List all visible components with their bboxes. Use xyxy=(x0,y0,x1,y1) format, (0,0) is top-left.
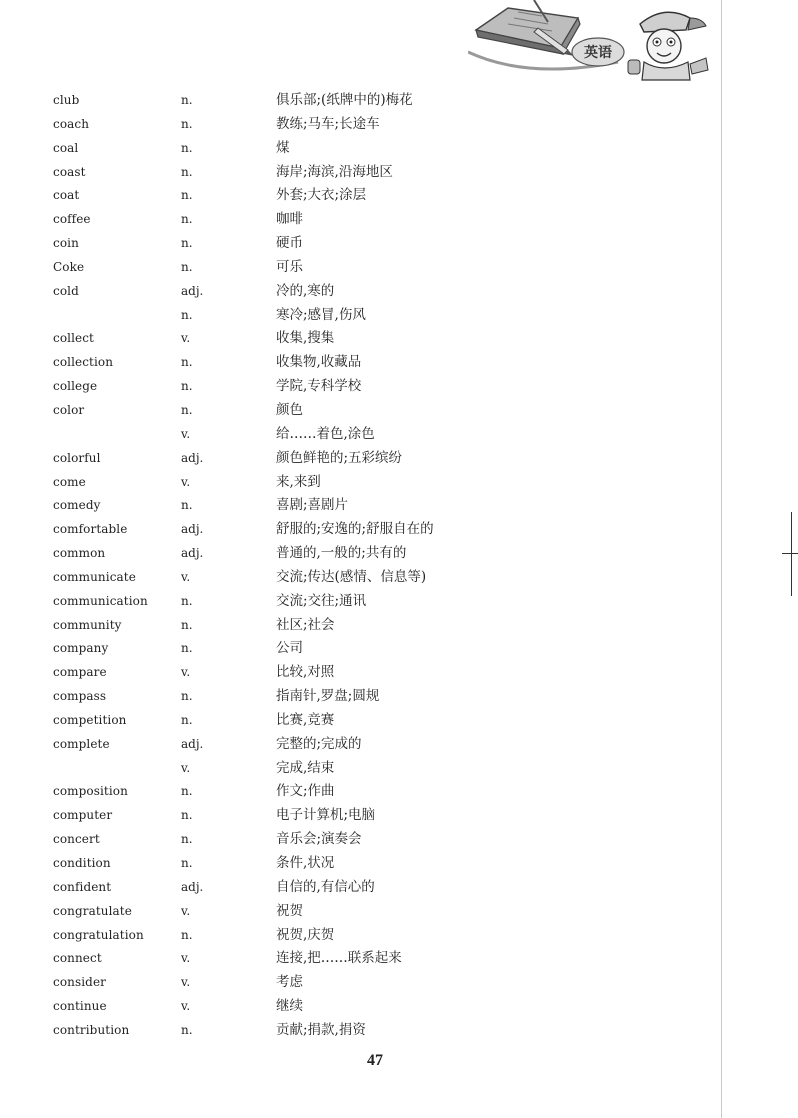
entry-word: collection xyxy=(53,355,114,370)
list-item xyxy=(53,137,713,161)
entry-meaning: 学院,专科学校 xyxy=(276,378,362,395)
entry-word: complete xyxy=(53,736,110,751)
entry-word: congratulate xyxy=(53,903,132,918)
list-item xyxy=(53,995,713,1019)
entry-pos: n. xyxy=(181,355,193,370)
entry-meaning: 咖啡 xyxy=(276,211,303,228)
entry-pos: v. xyxy=(181,665,191,680)
entry-meaning: 社区;社会 xyxy=(276,616,335,633)
page-number: 47 xyxy=(367,1052,383,1069)
entry-word: come xyxy=(53,474,86,489)
subject-badge xyxy=(572,38,624,66)
entry-pos: v. xyxy=(181,569,191,584)
list-item xyxy=(53,804,713,828)
entry-word: coffee xyxy=(53,212,91,227)
entry-meaning: 电子计算机;电脑 xyxy=(276,807,376,824)
list-item xyxy=(53,447,713,471)
entry-meaning: 海岸;海滨,沿海地区 xyxy=(276,163,393,180)
entry-meaning: 颜色鲜艳的;五彩缤纷 xyxy=(276,449,403,466)
entry-word: condition xyxy=(53,856,111,870)
entry-meaning: 比较,对照 xyxy=(276,664,335,681)
entry-pos: n. xyxy=(181,164,193,179)
margin-rule xyxy=(721,0,722,1118)
entry-pos: n. xyxy=(181,140,193,155)
list-item xyxy=(53,304,713,328)
entry-word: coach xyxy=(53,116,90,131)
list-item xyxy=(53,542,713,566)
vocabulary-list xyxy=(53,89,713,1043)
list-item xyxy=(53,423,713,447)
entry-meaning: 贡献;捐款,捐资 xyxy=(276,1021,366,1038)
list-item xyxy=(53,947,713,971)
entry-meaning: 俱乐部;(纸牌中的)梅花 xyxy=(276,92,413,108)
entry-pos: v. xyxy=(181,760,191,775)
list-item xyxy=(53,733,713,757)
entry-pos: n. xyxy=(181,927,193,942)
entry-pos: v. xyxy=(181,999,191,1014)
entry-pos: n. xyxy=(181,259,193,274)
entry-pos: v. xyxy=(181,903,191,918)
entry-word: cold xyxy=(53,283,79,298)
header-illustration xyxy=(468,0,713,82)
entry-word: coin xyxy=(53,236,79,251)
list-item xyxy=(53,900,713,924)
list-item xyxy=(53,924,713,948)
entry-pos: n. xyxy=(181,856,193,870)
entry-meaning: 完成,结束 xyxy=(276,759,335,776)
list-item xyxy=(53,685,713,709)
entry-pos: n. xyxy=(181,188,193,203)
cartoon-student-icon xyxy=(628,12,708,80)
list-item xyxy=(53,876,713,900)
entry-meaning: 喜剧;喜剧片 xyxy=(276,497,349,514)
entry-word: community xyxy=(53,617,122,632)
list-item xyxy=(53,494,713,518)
entry-word: coal xyxy=(53,140,79,155)
entry-meaning: 音乐会;演奏会 xyxy=(276,831,362,848)
entry-pos: n. xyxy=(181,593,193,608)
entry-pos: n. xyxy=(181,379,193,394)
entry-pos: adj. xyxy=(181,546,204,561)
entry-word: college xyxy=(53,379,98,394)
list-item xyxy=(53,351,713,375)
entry-pos: v. xyxy=(181,951,191,966)
entry-pos: n. xyxy=(181,784,193,799)
entry-word: composition xyxy=(53,784,128,799)
entry-word: colorful xyxy=(53,450,101,465)
entry-word: contribution xyxy=(53,1022,130,1037)
list-item xyxy=(53,590,713,614)
list-item xyxy=(53,661,713,685)
entry-word: comfortable xyxy=(53,522,128,537)
entry-pos: n. xyxy=(181,116,193,131)
list-item xyxy=(53,280,713,304)
entry-pos: n. xyxy=(181,689,193,704)
list-item xyxy=(53,780,713,804)
entry-word: congratulation xyxy=(53,927,144,942)
list-item xyxy=(53,399,713,423)
entry-pos: n. xyxy=(181,641,193,656)
entry-meaning: 交流;交往;通讯 xyxy=(276,592,367,609)
entry-word: Coke xyxy=(53,259,85,274)
list-item xyxy=(53,566,713,590)
list-item xyxy=(53,757,713,781)
entry-meaning: 公司 xyxy=(276,640,303,657)
entry-pos: n. xyxy=(181,712,193,727)
list-item xyxy=(53,828,713,852)
entry-meaning: 连接,把……联系起来 xyxy=(276,950,402,967)
entry-meaning: 考虑 xyxy=(276,974,303,991)
entry-pos: n. xyxy=(181,808,193,823)
entry-pos: n. xyxy=(181,307,193,322)
entry-pos: adj. xyxy=(181,522,204,537)
entry-meaning: 颜色 xyxy=(276,401,303,418)
entry-pos: n. xyxy=(181,617,193,632)
entry-word: coast xyxy=(53,164,86,179)
entry-meaning: 冷的,寒的 xyxy=(276,282,335,299)
entry-word: club xyxy=(53,93,80,107)
list-item xyxy=(53,184,713,208)
entry-meaning: 祝贺,庆贺 xyxy=(276,926,335,943)
list-item xyxy=(53,637,713,661)
entry-pos: n. xyxy=(181,832,193,847)
entry-word: collect xyxy=(53,331,94,346)
entry-pos: n. xyxy=(181,402,193,417)
entry-meaning: 煤 xyxy=(276,139,290,156)
list-item xyxy=(53,89,713,113)
entry-meaning: 指南针,罗盘;圆规 xyxy=(276,688,380,705)
entry-meaning: 完整的;完成的 xyxy=(276,735,362,752)
list-item xyxy=(53,161,713,185)
list-item xyxy=(53,852,713,876)
entry-meaning: 交流;传达(感情、信息等) xyxy=(276,568,427,585)
entry-meaning: 普通的,一般的;共有的 xyxy=(276,545,407,562)
entry-pos: v. xyxy=(181,331,191,346)
entry-meaning: 外套;大衣;涂层 xyxy=(276,187,367,204)
entry-meaning: 硬币 xyxy=(276,235,303,252)
entry-word: compare xyxy=(53,665,107,680)
entry-meaning: 继续 xyxy=(276,998,303,1015)
entry-meaning: 收集物,收藏品 xyxy=(276,354,362,371)
list-item xyxy=(53,208,713,232)
entry-pos: adj. xyxy=(181,450,204,465)
list-item xyxy=(53,327,713,351)
entry-meaning: 作文;作曲 xyxy=(276,783,335,800)
entry-meaning: 给……着色,涂色 xyxy=(276,425,375,442)
crop-mark-vertical xyxy=(791,512,792,596)
entry-word: concert xyxy=(53,832,100,847)
entry-meaning: 收集,搜集 xyxy=(276,330,335,347)
entry-meaning: 教练;马车;长途车 xyxy=(276,115,380,132)
entry-word: competition xyxy=(53,712,127,727)
crop-mark-horizontal xyxy=(782,553,798,554)
entry-pos: v. xyxy=(181,426,191,441)
entry-meaning: 比赛,竞赛 xyxy=(276,711,335,728)
entry-pos: n. xyxy=(181,93,193,107)
entry-word: company xyxy=(53,641,109,656)
list-item xyxy=(53,375,713,399)
entry-word: computer xyxy=(53,808,113,823)
list-item xyxy=(53,113,713,137)
badge-label: 英语 xyxy=(584,45,612,61)
entry-meaning: 可乐 xyxy=(276,258,303,275)
entry-pos: adj. xyxy=(181,283,204,298)
entry-word: communication xyxy=(53,593,148,608)
entry-meaning: 寒冷;感冒,伤风 xyxy=(276,306,366,323)
list-item xyxy=(53,709,713,733)
entry-word: consider xyxy=(53,975,106,990)
entry-pos: adj. xyxy=(181,879,204,894)
entry-meaning: 祝贺 xyxy=(276,902,303,919)
list-item xyxy=(53,518,713,542)
entry-word: continue xyxy=(53,999,107,1014)
entry-pos: v. xyxy=(181,975,191,990)
entry-word: coat xyxy=(53,188,80,203)
entry-word: confident xyxy=(53,879,112,894)
entry-meaning: 舒服的;安逸的;舒服自在的 xyxy=(276,521,434,538)
list-item xyxy=(53,471,713,495)
entry-word: connect xyxy=(53,951,102,966)
entry-pos: n. xyxy=(181,498,193,513)
list-item xyxy=(53,971,713,995)
book-icon xyxy=(476,0,580,54)
entry-word: comedy xyxy=(53,498,101,513)
entry-pos: n. xyxy=(181,1022,193,1037)
entry-meaning: 自信的,有信心的 xyxy=(276,878,375,895)
list-item xyxy=(53,614,713,638)
entry-meaning: 来,来到 xyxy=(276,473,321,490)
entry-pos: v. xyxy=(181,474,191,489)
entry-pos: n. xyxy=(181,236,193,251)
entry-meaning: 条件,状况 xyxy=(276,855,335,871)
entry-word: compass xyxy=(53,689,107,704)
entry-pos: n. xyxy=(181,212,193,227)
entry-pos: adj. xyxy=(181,736,204,751)
list-item xyxy=(53,256,713,280)
entry-word: communicate xyxy=(53,569,136,584)
entry-word: color xyxy=(53,402,85,417)
list-item xyxy=(53,1019,713,1043)
entry-word: common xyxy=(53,546,106,561)
list-item xyxy=(53,232,713,256)
